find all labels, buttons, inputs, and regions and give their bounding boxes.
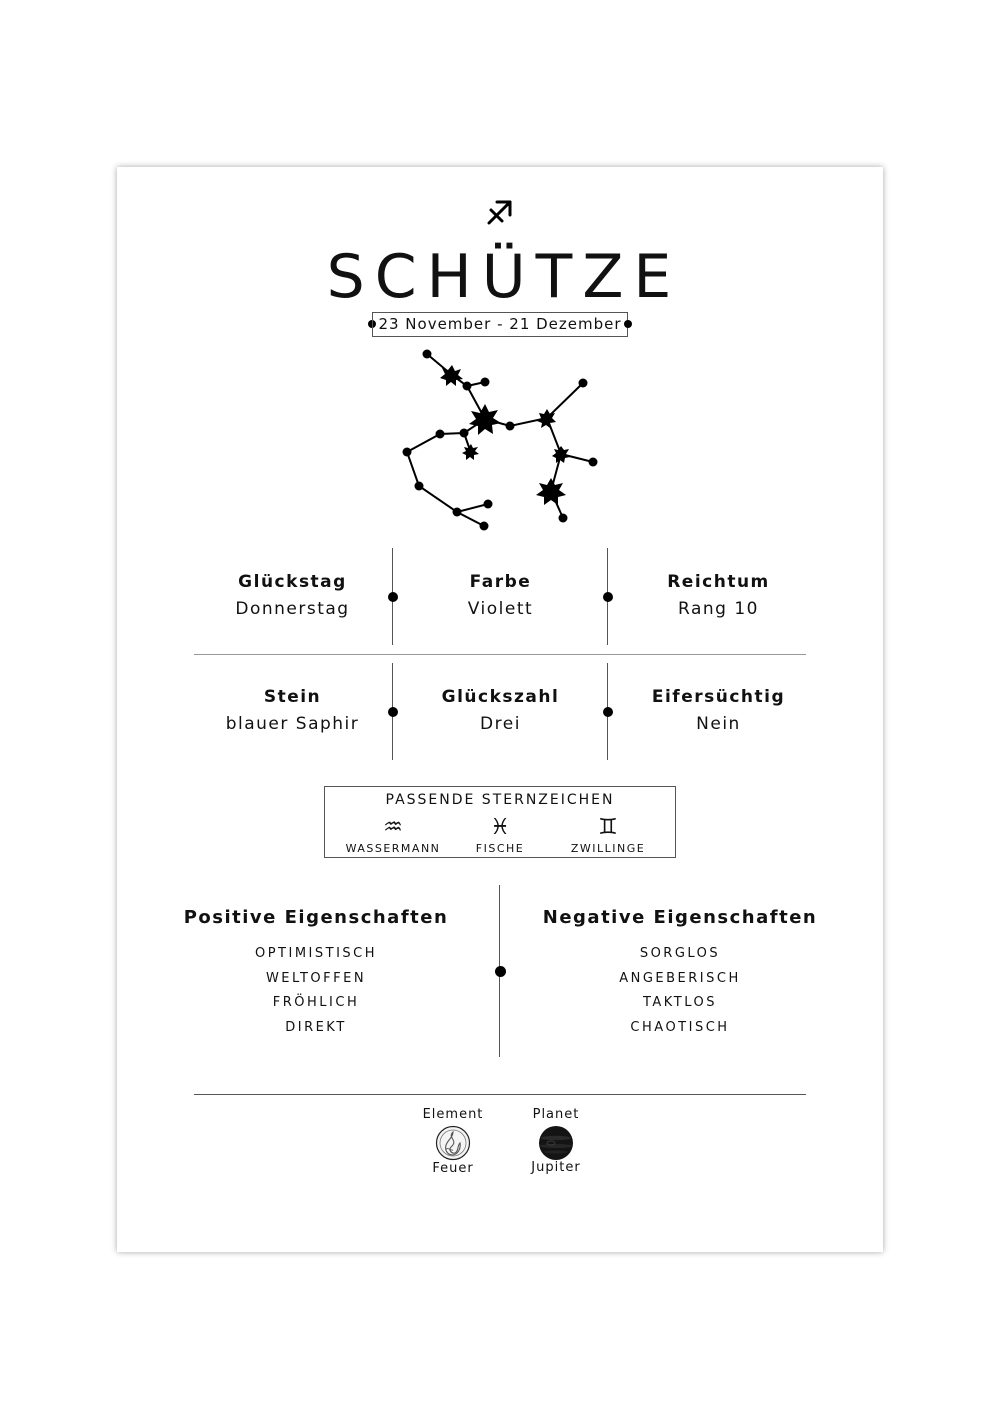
fact-label: Eifersüchtig [651,687,786,707]
matching-signs-box [324,786,676,858]
element-value: Feuer [432,1161,474,1176]
aquarius-icon: ♒ [383,815,403,840]
pisces-icon: ♓ [490,815,510,840]
fact-wealth [611,569,826,623]
trait-item: ANGEBERISCH [619,970,741,986]
trait-item: OPTIMISTISCH [254,946,378,961]
fact-stone [185,684,400,738]
fact-value: Donnerstag [235,599,350,619]
positive-traits-list [166,942,466,1040]
trait-item: DIREKT [285,1019,347,1035]
fact-value: Rang 10 [678,599,759,619]
element-label: Element [422,1107,484,1122]
trait-item: SORGLOS [639,946,721,961]
fact-label: Stein [263,687,322,707]
fact-label: Farbe [469,572,532,592]
section-divider [194,654,806,655]
match-name: WASSERMANN [345,842,441,855]
fact-value: Drei [480,714,521,734]
gemini-icon: ♊ [598,815,618,840]
matching-signs-title: PASSENDE STERNZEICHEN [385,792,615,808]
match-name: FISCHE [475,842,525,855]
fact-value: Nein [696,714,741,734]
footer-divider [194,1094,806,1095]
fact-lucky-number [393,684,608,738]
match-aquarius [335,817,451,855]
fire-medallion-icon [435,1125,471,1165]
page-title: SCHÜTZE [326,242,682,312]
fact-label: Reichtum [667,572,770,592]
planet-label: Planet [532,1107,580,1122]
planet-value: Jupiter [531,1160,581,1175]
date-right-dot [624,320,632,328]
zodiac-poster [117,167,883,1252]
match-gemini [550,817,666,855]
jupiter-planet-icon [538,1125,574,1165]
fact-value: blauer Saphir [225,714,360,734]
positive-traits-heading: Positive Eigenschaften [183,907,449,928]
fact-color [393,569,608,623]
sagittarius-icon [117,197,883,231]
constellation-graphic [387,342,617,536]
trait-item: CHAOTISCH [630,1019,730,1035]
negative-traits-heading: Negative Eigenschaften [542,907,818,928]
fact-label: Glückstag [238,572,347,592]
fact-label: Glückszahl [441,687,560,707]
trait-item: FRÖHLICH [272,995,360,1010]
negative-traits-list [530,942,830,1040]
match-name: ZWILLINGE [570,842,646,855]
trait-item: WELTOFFEN [265,970,367,986]
fact-lucky-day [185,569,400,623]
fact-value: Violett [467,599,534,619]
date-range: 23 November - 21 Dezember [372,312,628,337]
match-pisces [442,817,558,855]
trait-item: TAKTLOS [642,995,718,1010]
fact-jealous [611,684,826,738]
traits-divider-dot [495,966,506,977]
